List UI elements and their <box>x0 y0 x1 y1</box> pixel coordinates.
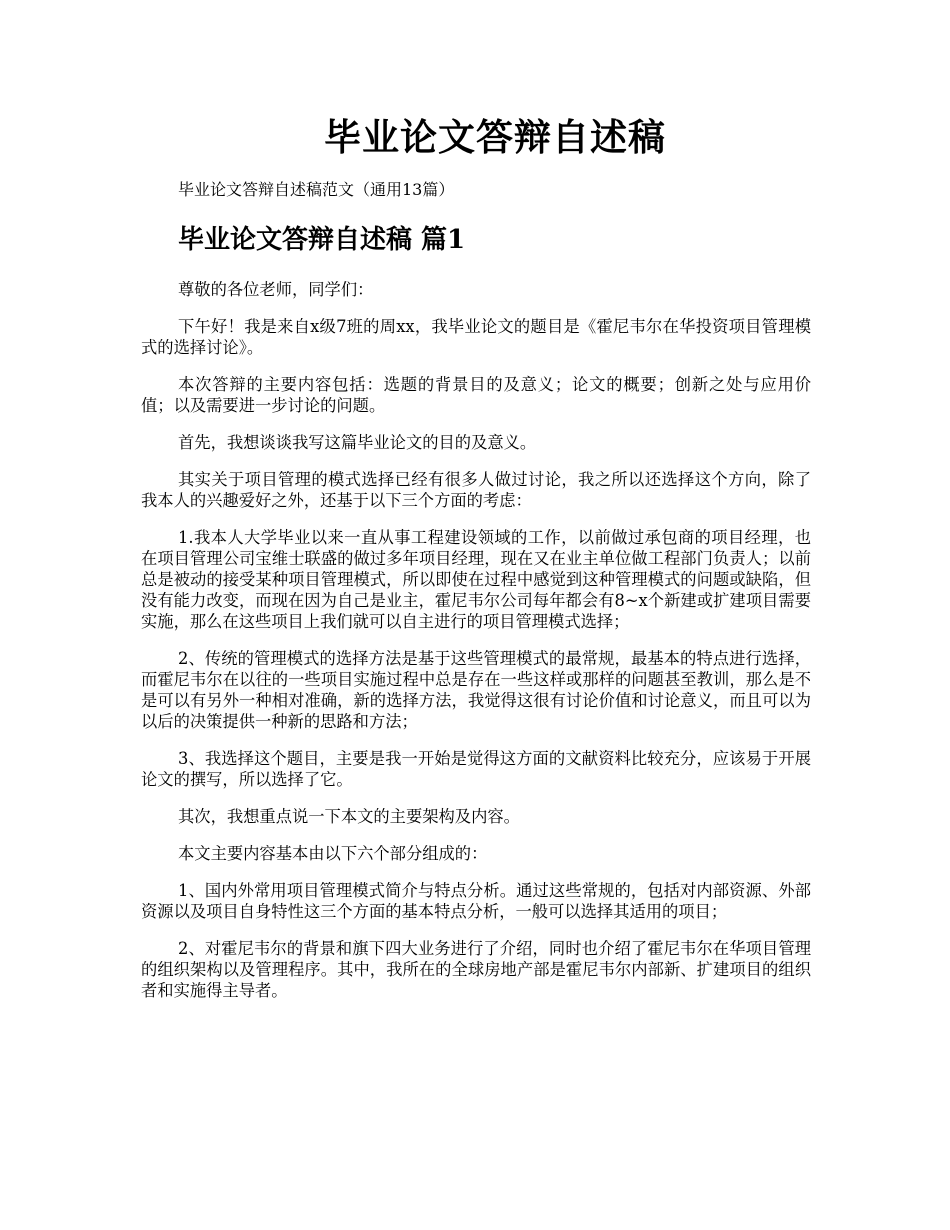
paragraph-purpose-intro: 首先，我想谈谈我写这篇毕业论文的目的及意义。 <box>178 433 537 452</box>
document-subtitle: 毕业论文答辩自述稿范文（通用13篇） <box>178 180 455 199</box>
paragraph-reason-1: 1.我本人大学毕业以来一直从事工程建设领域的工作，以前做过承包商的项目经理，也在项目管理公司宝维士联盛的做过多年项目经理，现在又在业主单位做工程部门负责人；以前总是被动的接受某种项目管理模式，所以即使在过程中感觉到这种管理模式的问题或缺陷，但没有能力改变，而现在因为自己是业主，霍尼韦尔公司每年都会有8~x个新建或扩建项目需要实施，那么在这些项目上我们就可以自主进行的项目管理模式选择； <box>141 528 811 631</box>
paragraph-defense-contents: 本次答辩的主要内容包括：选题的背景目的及意义；论文的概要；创新之处与应用价值；以及需要进一步讨论的问题。 <box>141 375 811 415</box>
section-heading: 毕业论文答辩自述稿 篇1 <box>178 225 466 255</box>
paragraph-part-1: 1、国内外常用项目管理模式简介与特点分析。通过这些常规的，包括对内部资源、外部资源以及项目自身特性这三个方面的基本特点分析，一般可以选择其适用的项目； <box>141 881 811 921</box>
document-title: 毕业论文答辩自述稿 <box>324 115 666 159</box>
paragraph-part-2: 2、对霍尼韦尔的背景和旗下四大业务进行了介绍，同时也介绍了霍尼韦尔在华项目管理的组织架构以及管理程序。其中，我所在的全球房地产部是霍尼韦尔内部新、扩建项目的组织者和实施得主导者。 <box>141 939 811 1000</box>
paragraph-greeting: 尊敬的各位老师，同学们： <box>178 280 374 299</box>
paragraph-reasons-intro: 其实关于项目管理的模式选择已经有很多人做过讨论，我之所以还选择这个方向，除了我本人的兴趣爱好之外，还基于以下三个方面的考虑： <box>141 470 811 510</box>
paragraph-structure-intro: 其次，我想重点说一下本文的主要架构及内容。 <box>178 807 520 826</box>
body-text <box>141 279 811 1017</box>
paragraph-reason-2: 2、传统的管理模式的选择方法是基于这些管理模式的最常规，最基本的特点进行选择，而霍尼韦尔在以往的一些项目实施过程中总是存在一些这样或那样的问题甚至教训，那么是不是可以有另外一种相对准确，新的选择方法，我觉得这很有讨论价值和讨论意义，而且可以为以后的决策提供一种新的思路和方法； <box>141 649 811 731</box>
paragraph-introduction: 下午好！我是来自x级7班的周xx，我毕业论文的题目是《霍尼韦尔在华投资项目管理模式的选择讨论》。 <box>141 317 811 357</box>
paragraph-reason-3: 3、我选择这个题目，主要是我一开始是觉得这方面的文献资料比较充分，应该易于开展论文的撰写，所以选择了它。 <box>141 749 811 789</box>
paragraph-six-parts: 本文主要内容基本由以下六个部分组成的： <box>178 844 488 863</box>
